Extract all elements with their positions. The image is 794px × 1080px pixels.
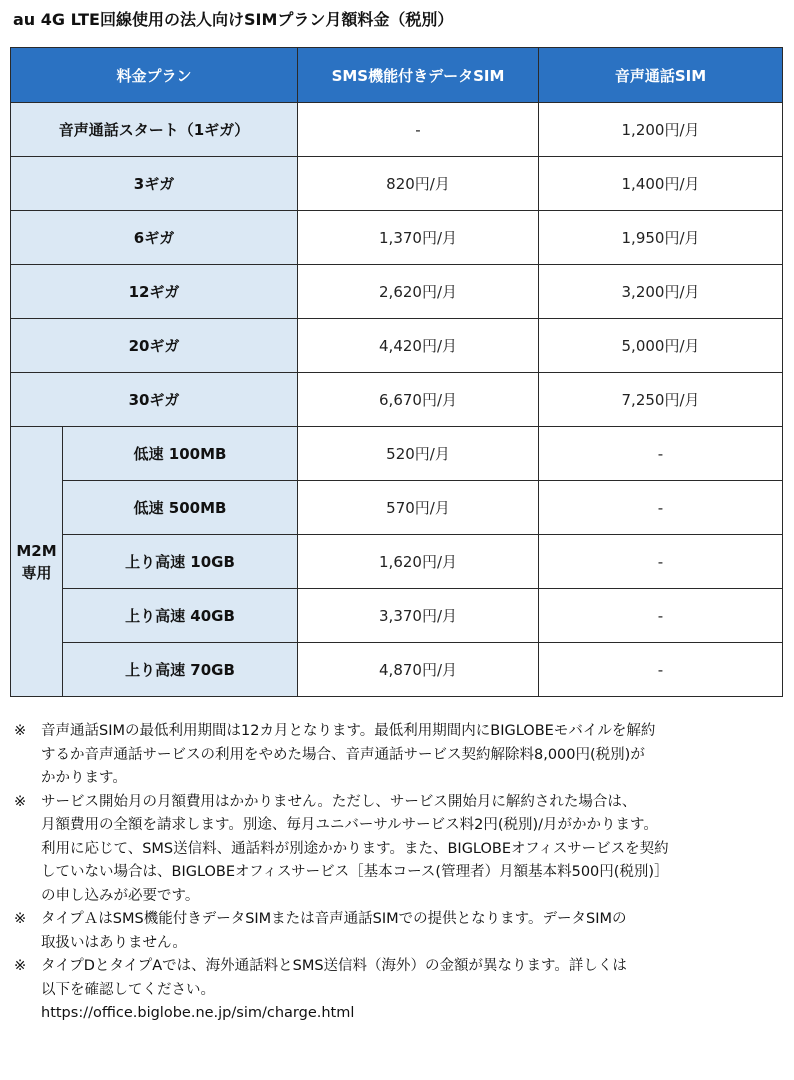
sms-price-cell: 2,620円/月 — [298, 265, 539, 319]
plan-name-cell: 低速 100MB — [63, 427, 298, 481]
table-row — [11, 373, 783, 427]
table-row — [11, 103, 783, 157]
plan-name-cell: 上り高速 70GB — [63, 643, 298, 697]
voice-price-cell: 1,200円/月 — [539, 103, 783, 157]
note-mark: ※ — [14, 911, 27, 927]
note-line: 月額費用の全額を請求します。別途、毎月ユニバーサルサービス料2円(税別)/月がかかります。 — [41, 817, 658, 833]
note-mark: ※ — [14, 793, 27, 810]
plan-name-cell: 低速 500MB — [63, 481, 298, 535]
header-voice-sim: 音声通話SIM — [539, 48, 783, 103]
sms-price-cell: 520円/月 — [298, 427, 539, 481]
table-row — [11, 157, 783, 211]
m2m-label-line: 専用 — [21, 563, 52, 582]
plan-name-cell: 上り高速 10GB — [63, 535, 298, 589]
notes-section — [14, 720, 789, 1026]
voice-price-cell: 3,200円/月 — [539, 265, 783, 319]
voice-price-cell: 5,000円/月 — [539, 319, 783, 373]
voice-price-cell: - — [539, 481, 783, 535]
table-row — [11, 535, 783, 589]
note-line: するか音声通話サービスの利用をやめた場合、音声通話サービス契約解除料8,000円(税別)が — [41, 746, 645, 763]
table-row — [11, 643, 783, 697]
pricing-table — [10, 47, 783, 697]
sms-price-cell: 570円/月 — [298, 481, 539, 535]
note-item — [14, 720, 789, 791]
note-item — [14, 908, 789, 955]
note-item — [14, 791, 789, 909]
table-row — [11, 265, 783, 319]
note-line: していない場合は、BIGLOBEオフィスサービス［基本コース(管理者）月額基本料500円(税別)］ — [41, 864, 669, 880]
voice-price-cell: 1,950円/月 — [539, 211, 783, 265]
note-line: タイプＡはSMS機能付きデータSIMまたは音声通話SIMでの提供となります。データSIMの — [41, 911, 627, 927]
table-row — [11, 481, 783, 535]
voice-price-cell: - — [539, 427, 783, 481]
table-row — [11, 211, 783, 265]
voice-price-cell: - — [539, 589, 783, 643]
header-sms-data-sim: SMS機能付きデータSIM — [298, 48, 539, 103]
voice-price-cell: - — [539, 535, 783, 589]
plan-name-cell: 30ギガ — [11, 373, 298, 427]
voice-price-cell: - — [539, 643, 783, 697]
sms-price-cell: - — [298, 103, 539, 157]
note-line: サービス開始月の月額費用はかかりません。ただし、サービス開始月に解約された場合は、 — [41, 793, 637, 810]
sms-price-cell: 4,870円/月 — [298, 643, 539, 697]
table-row — [11, 589, 783, 643]
note-mark: ※ — [14, 723, 27, 739]
sms-price-cell: 6,670円/月 — [298, 373, 539, 427]
sms-price-cell: 3,370円/月 — [298, 589, 539, 643]
note-line: 利用に応じて、SMS送信料、通話料が別途かかります。また、BIGLOBEオフィスサービスを契約 — [41, 840, 669, 857]
note-line: 音声通話SIMの最低利用期間は12カ月となります。最低利用期間内にBIGLOBEモバイルを解約 — [41, 723, 656, 739]
note-line: の申し込みが必要です。 — [41, 887, 200, 904]
plan-name-cell: 6ギガ — [11, 211, 298, 265]
sms-price-cell: 820円/月 — [298, 157, 539, 211]
plan-name-cell: 3ギガ — [11, 157, 298, 211]
m2m-group-label — [11, 427, 63, 697]
note-line: 取扱いはありません。 — [41, 934, 187, 951]
plan-name-cell: 音声通話スタート（1ギガ） — [11, 103, 298, 157]
plan-name-cell: 12ギガ — [11, 265, 298, 319]
note-line: かかります。 — [41, 770, 127, 786]
table-row — [11, 319, 783, 373]
page-title: au 4G LTE回線使用の法人向けSIMプラン月額料金（税別） — [13, 10, 454, 29]
plan-name-cell: 20ギガ — [11, 319, 298, 373]
m2m-label-line: M2M — [16, 541, 57, 560]
note-line: タイプDとタイプAでは、海外通話料とSMS送信料（海外）の金額が異なります。詳しくは — [41, 958, 627, 974]
note-mark: ※ — [14, 958, 27, 974]
voice-price-cell: 7,250円/月 — [539, 373, 783, 427]
plan-name-cell: 上り高速 40GB — [63, 589, 298, 643]
note-line: 以下を確認してください。 — [41, 981, 215, 998]
sms-price-cell: 1,620円/月 — [298, 535, 539, 589]
table-row — [11, 427, 783, 481]
header-plan: 料金プラン — [11, 48, 298, 103]
sms-price-cell: 1,370円/月 — [298, 211, 539, 265]
note-item — [14, 955, 789, 1026]
note-line: https://office.biglobe.ne.jp/sim/charge.html — [41, 1005, 355, 1021]
table-header-row — [11, 48, 783, 103]
sms-price-cell: 4,420円/月 — [298, 319, 539, 373]
voice-price-cell: 1,400円/月 — [539, 157, 783, 211]
